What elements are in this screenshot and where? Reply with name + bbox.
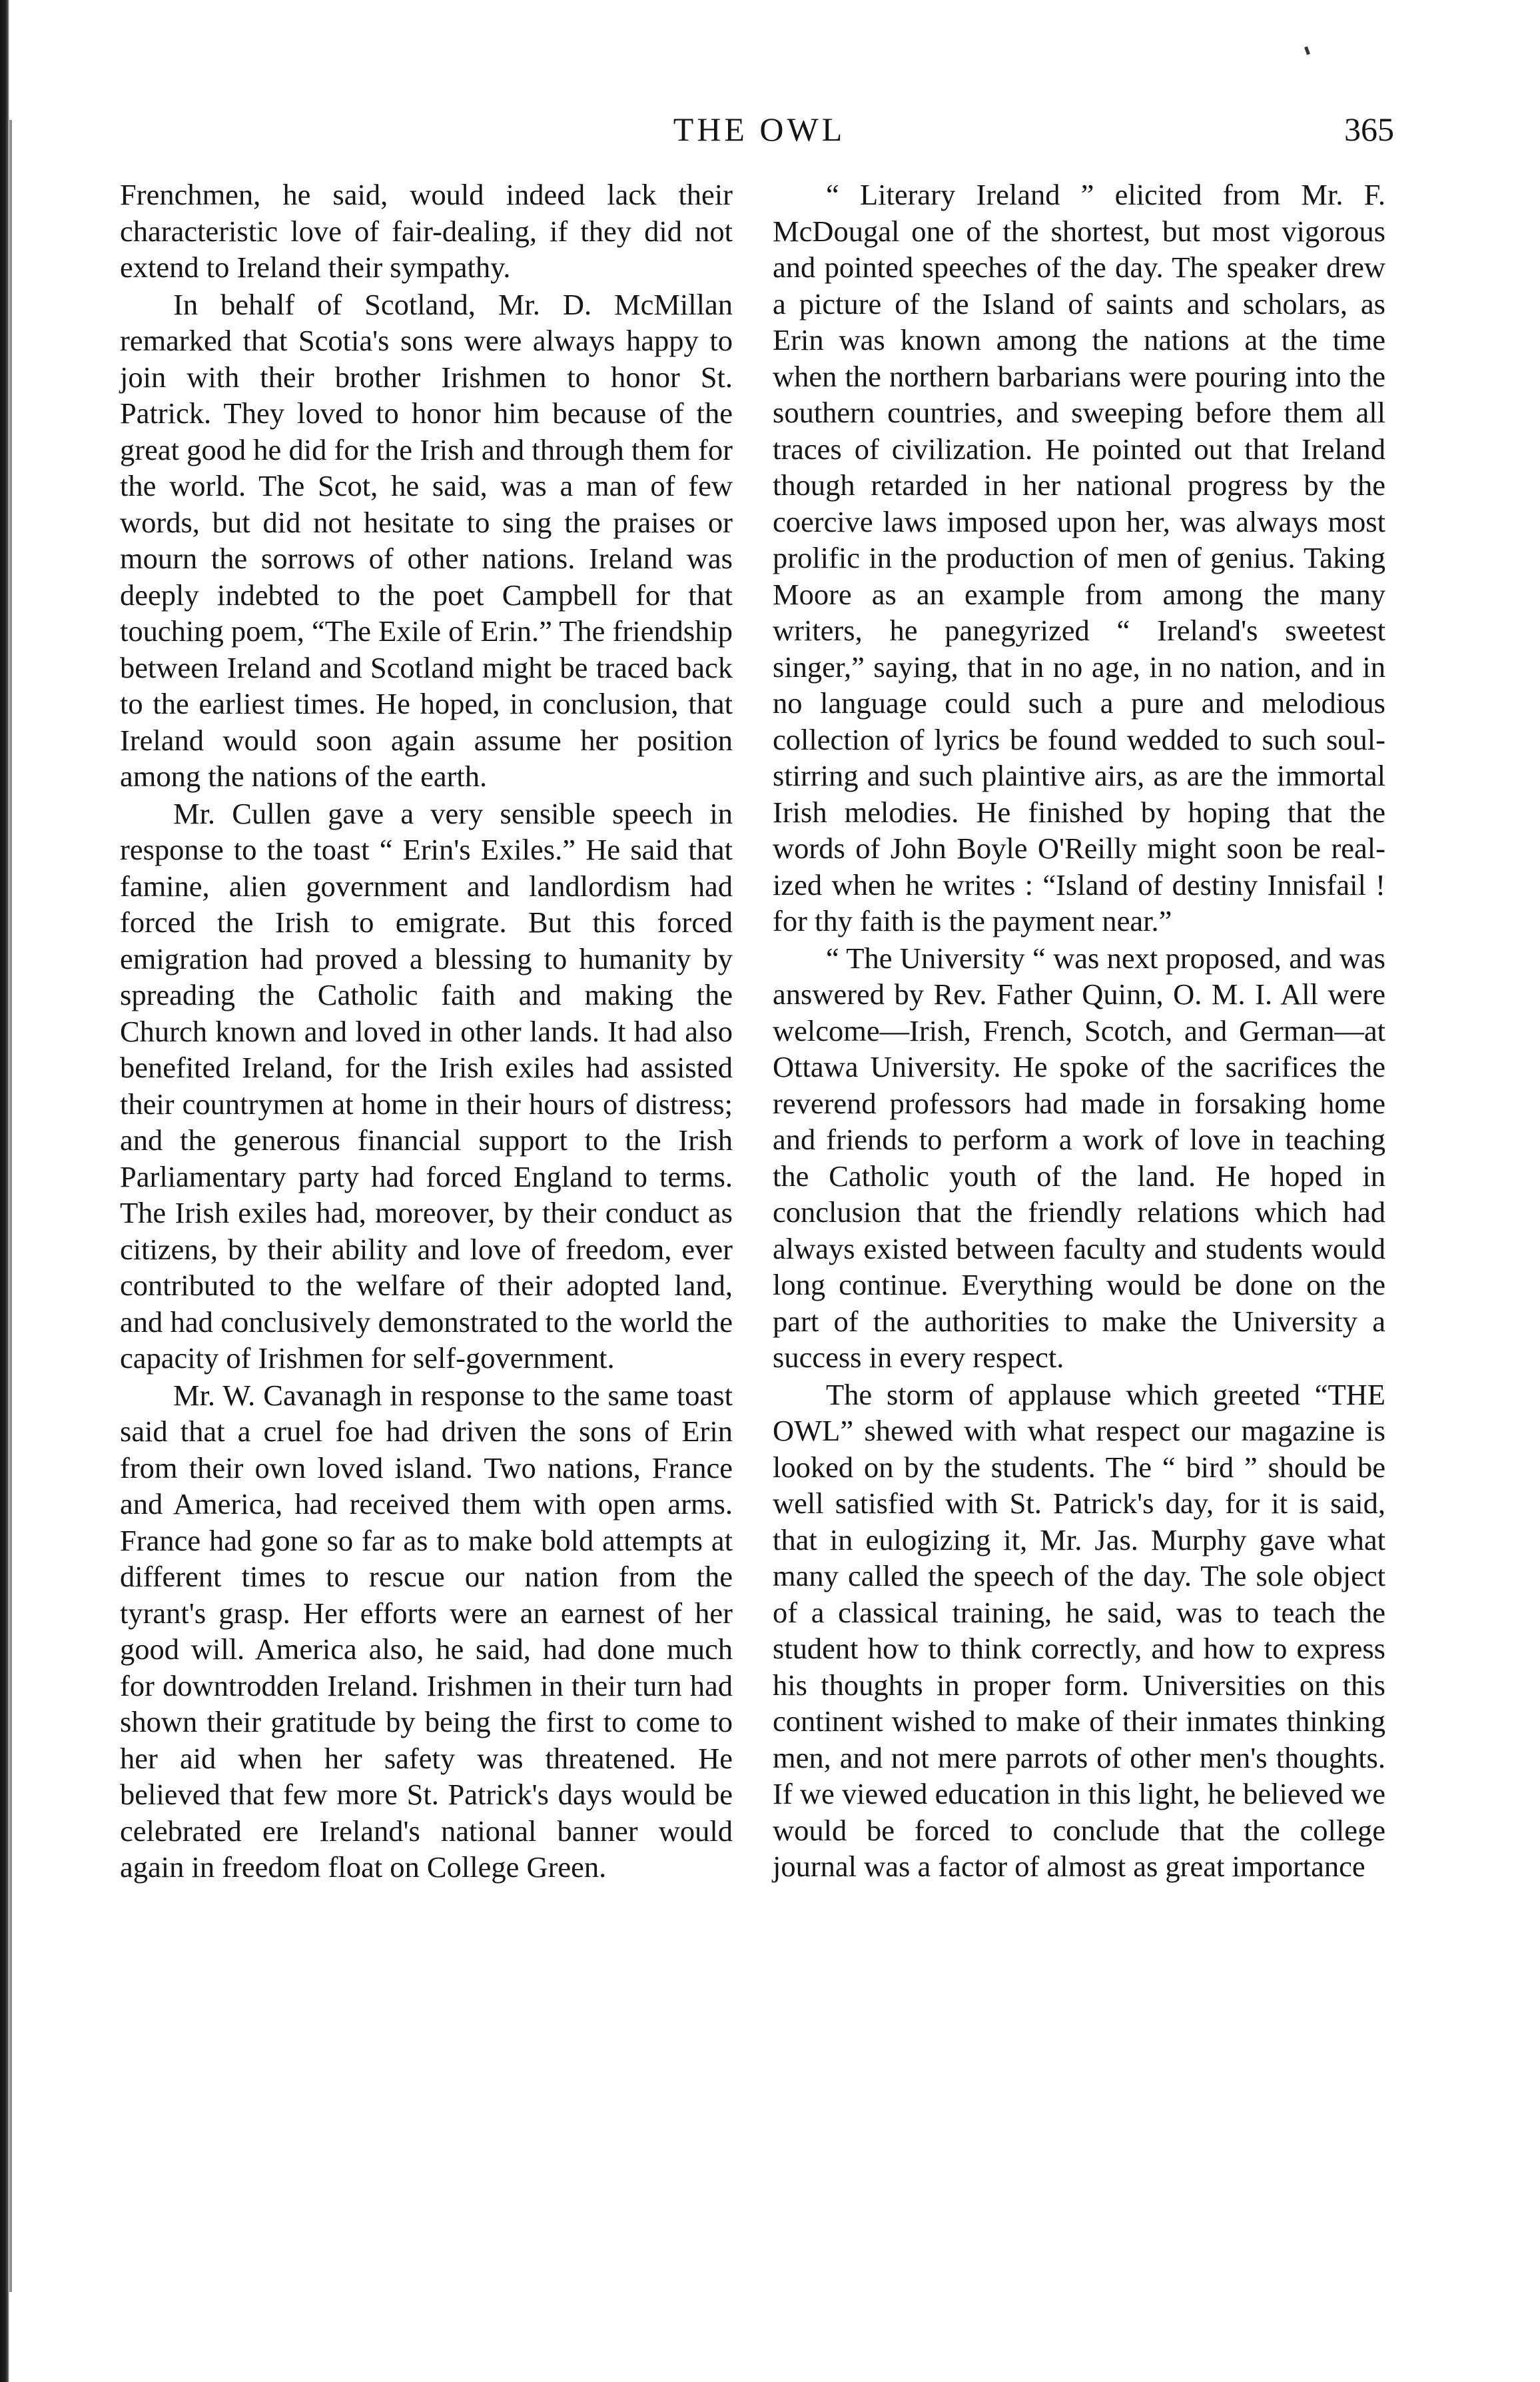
left-column (120, 177, 733, 1886)
paragraph: Frenchmen, he said, would indeed lack their characteristic love of fair-dealing, if they did not extend to Ireland their sympathy. (120, 178, 733, 284)
right-column (773, 177, 1385, 1885)
running-head: THE OWL (673, 111, 846, 148)
page-binding-shadow (9, 120, 12, 2292)
paragraph: In behalf of Scotland, Mr. D. McMillan remarked that Scotia's sons were always happy to join with their brother Irishmen to honor St. Patrick. They loved to honor him because of the great good he did for the Irish and through them for the world. The Scot, he said, was a man of few words, but did not hesitate to sing the praises or mourn the sorrows of other nations. Ireland was deeply indebted to the poet Campbell for that touching poem, “The Exile of Erin.” The friendship between Ireland and Scotland might be traced back to the earliest times. He hoped, in conclusion, that Ireland would soon again assume her position among the nations of the earth. (120, 287, 733, 793)
page-number: 365 (1344, 111, 1394, 148)
paragraph: “ Literary Ireland ” elicited from Mr. F. McDougal one of the shortest, but most vigorous and pointed speeches of the day. The speaker drew a picture of the Island of saints and scholars, as Erin was known among the nations at the time when the northern barbarians were pouring into the southern countries, and sweeping before them all traces of civilization. He pointed out that Ireland though retarded in her national progress by the coercive laws imposed upon her, was always most prolific in the production of men of genius. Taking Moore as an example from among the many writers, he panegyrized “ Ireland's sweetest singer,” saying, that in no age, in no nation, and in no language could such a pure and melodious collection of lyrics be found wedded to such soul-stirring and such plaintive airs, as are the immortal Irish melodies. He finished by hoping that the words of John Boyle O'Reilly might soon be realized when he writes : “Island of destiny Innisfail ! for thy faith is the payment near.” (773, 178, 1385, 937)
page-binding-edge (0, 0, 9, 2382)
paragraph: Mr. W. Cavanagh in response to the same toast said that a cruel foe had driven the sons of Erin from their own loved island. Two nations, France and America, had received them with open arms. France had gone so far as to make bold attempts at different times to rescue our nation from the tyrant's grasp. Her efforts were an earnest of her good will. America also, he said, had done much for downtrodden Ireland. Irishmen in their turn had shown their gratitude by being the first to come to her aid when her safety was threatened. He believed that few more St. Patrick's days would be celebrated ere Ireland's national banner would again in freedom float on College Green. (120, 1378, 733, 1884)
paragraph: “ The University “ was next proposed, and was answered by Rev. Father Quinn, O. M. I. All were welcome—Irish, French, Scotch, and German—at Ottawa University. He spoke of the sacrifices the reverend professors had made in forsaking home and friends to perform a work of love in teaching the Catholic youth of the land. He hoped in conclusion that the friendly relations which had always existed between faculty and students would long continue. Everything would be done on the part of the authorities to make the University a success in every respect. (773, 941, 1385, 1374)
paragraph: The storm of applause which greeted “THE OWL” shewed with what respect our magazine is looked on by the students. The “ bird ” should be well satisfied with St. Patrick's day, for it is said, that in eulogizing it, Mr. Jas. Murphy gave what many called the speech of the day. The sole object of a classical training, he said, was to teach the student how to think correctly, and how to express his thoughts in proper form. Universities on this continent wished to make of their inmates thinking men, and not mere parrots of other men's thoughts. If we viewed education in this light, he believed we would be forced to conclude that the college journal was a factor of almost as great importance (773, 1377, 1385, 1883)
scan-speck (1304, 47, 1310, 55)
page-header (117, 110, 1402, 157)
paragraph: Mr. Cullen gave a very sensible speech in response to the toast “ Erin's Exiles.” He said that famine, alien government and landlordism had forced the Irish to emigrate. But this forced emigration had proved a blessing to humanity by spreading the Catholic faith and making the Church known and loved in other lands. It had also benefited Ireland, for the Irish exiles had assisted their countrymen at home in their hours of distress; and the generous financial support to the Irish Parliamentary party had forced England to terms. The Irish exiles had, moreover, by their conduct as citizens, by their ability and love of freedom, ever contributed to the welfare of their adopted land, and had conclusively demonstrated to the world the capacity of Irishmen for self-government. (120, 796, 733, 1375)
